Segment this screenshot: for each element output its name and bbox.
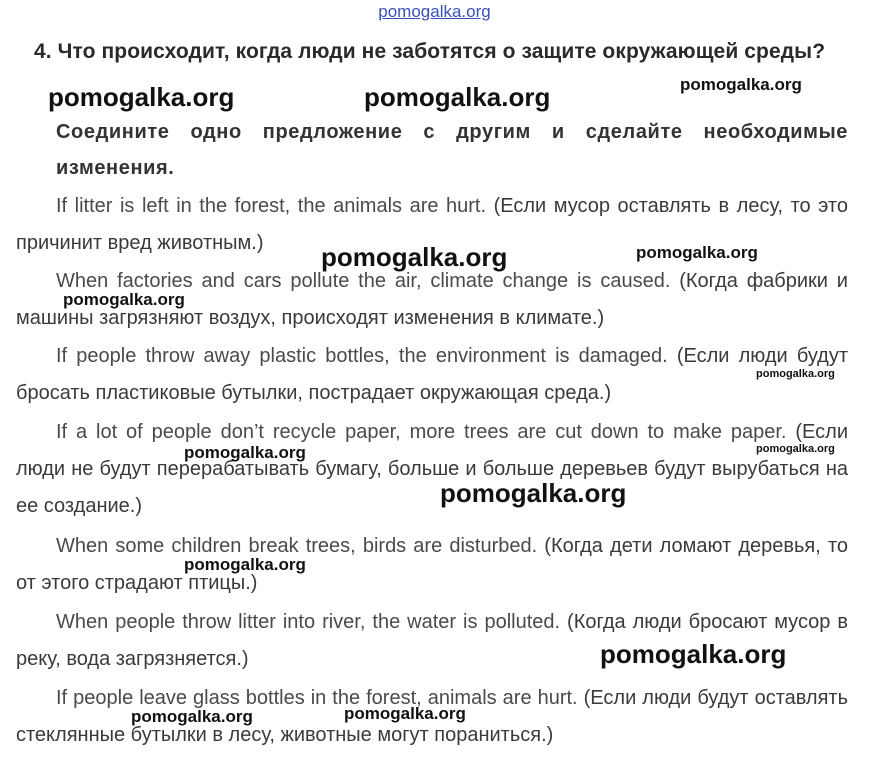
task-instruction: Соедините одно предложение с другим и сделайте необходимые изменения. (56, 121, 848, 179)
answer-english: If a lot of people don’t recycle paper, more trees are cut down to make paper. (56, 421, 787, 443)
watermark: pomogalka.org (440, 478, 627, 508)
watermark: pomogalka.org (680, 75, 802, 94)
watermark: pomogalka.org (636, 243, 758, 262)
answer-english: If people leave glass bottles in the forest, animals are hurt. (56, 687, 578, 709)
answer-russian: (Если мусор оставлять в лесу, то это причинит вред животным.) (16, 195, 848, 254)
answer-english: When people throw litter into river, the water is polluted. (56, 611, 561, 633)
watermark: pomogalka.org (131, 707, 253, 726)
answer-english: If litter is left in the forest, the animals are hurt. (56, 195, 487, 217)
answer-russian: (Когда дети ломают деревья, то от этого страдают птицы.) (16, 535, 848, 594)
watermark: pomogalka.org (756, 368, 835, 380)
watermark: pomogalka.org (184, 443, 306, 462)
answer-russian: (Если люди будут оставлять стеклянные бутылки в лесу, животные могут пораниться.) (16, 687, 849, 746)
watermark: pomogalka.org (364, 82, 551, 112)
answer-russian: (Если люди будут бросать пластиковые бутылки, пострадает окружающая среда.) (16, 345, 849, 404)
answer-english: When some children break trees, birds are disturbed. (56, 535, 538, 557)
answer-paragraph-5 (16, 528, 848, 602)
answer-russian: (Если люди не будут перерабатывать бумагу, больше и больше деревьев будут вырубаться на ее создание.) (16, 421, 849, 517)
watermark: pomogalka.org (321, 242, 508, 272)
watermark: pomogalka.org (600, 639, 787, 669)
watermark: pomogalka.org (184, 555, 306, 574)
question-number: 4. (34, 40, 52, 63)
answer-russian: (Когда фабрики и машины загрязняют воздух, происходят изменения в климате.) (16, 270, 848, 329)
answer-english: If people throw away plastic bottles, the environment is damaged. (56, 345, 668, 367)
watermark: pomogalka.org (48, 82, 235, 112)
watermark: pomogalka.org (344, 704, 466, 723)
question-text: Что происходит, когда люди не заботятся о защите окружающей среды? (57, 40, 826, 63)
watermark: pomogalka.org (756, 443, 835, 455)
answer-paragraph-3 (16, 338, 848, 412)
site-link[interactable]: pomogalka.org (378, 2, 491, 21)
watermark: pomogalka.org (63, 290, 185, 309)
answer-russian: (Когда люди бросают мусор в реку, вода загрязняется.) (16, 611, 849, 670)
answer-english: When factories and cars pollute the air, climate change is caused. (56, 270, 671, 292)
answer-paragraph-4 (16, 414, 848, 525)
question-heading (34, 40, 854, 64)
